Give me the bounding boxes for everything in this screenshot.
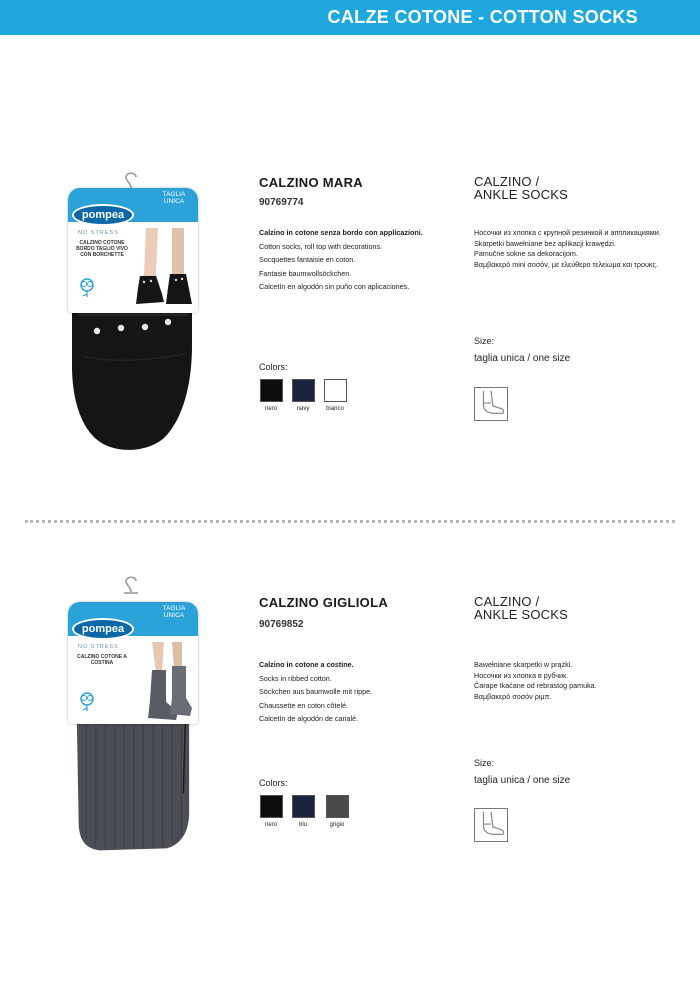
brand-logo: pompea [72,618,134,640]
product-package-image [65,168,200,453]
header-bar [0,0,700,35]
color-name: bianco [326,406,344,412]
size-label: Size: [474,336,495,346]
ankle-sock-icon [474,808,508,842]
size-value: taglia unica / one size [474,353,571,364]
product-description [259,660,425,728]
sock-image [68,306,196,453]
package-line: NO STRESS [78,644,119,650]
section-divider [25,520,675,523]
product-code: 90769852 [259,619,304,630]
description-line: Calcetín de algodón de canalé. [259,714,359,723]
description-line: Calzino in cotone senza bordo con applicazioni. [259,228,423,237]
product-name: CALZINO MARA [259,175,363,190]
package-description: CALZINO COTONE A COSTINA [77,654,127,666]
description-line: Βαμβακερό mini σοσόν, με ελεύθερο τελείωμα και τρουκς. [474,259,658,269]
hanger-icon [120,168,142,190]
color-swatch-blu [292,795,315,818]
category-title [474,595,568,621]
description-line: Bawełniane skarpetki w prążki. [474,660,573,669]
description-line: Chaussette en coton côtelé. [259,700,349,710]
product-description-other-languages [474,660,664,702]
description-line: Носочки из хлопка с крупной резинкой и аппликациями. [474,228,661,237]
colors-label: Colors: [259,778,288,788]
product-description-other-languages [474,228,664,270]
package-size-tag: TAGLIA UNICA [162,191,186,205]
description-line: Cotton socks, roll top with decorations. [259,241,383,251]
size-label: Size: [474,758,495,768]
color-name: grigio [329,822,345,828]
package-card [68,188,198,313]
description-line: Calcetín en algodón sin puño con aplicaciones. [259,282,410,291]
color-swatch-grigio [326,795,349,818]
product-package-image [65,572,200,857]
description-line: Socks in ribbed cotton. [259,673,332,683]
color-name: nero [264,822,277,828]
product-card [0,168,700,488]
page-title: CALZE COTONE - COTTON SOCKS [327,7,638,27]
color-name: navy [296,406,310,412]
hanger-icon [120,572,142,594]
cotton-flower-icon [76,690,98,712]
sock-image [68,717,196,857]
color-swatch-nero [260,379,283,402]
model-leg-image [132,228,196,310]
package-description: CALZINO COTONE BORDO TAGLIO VIVO CON BORCHETTE [76,240,128,258]
product-description [259,228,425,296]
category-line: ANKLE SOCKS [474,187,568,202]
product-name: CALZINO GIGLIOLA [259,595,389,610]
size-value: taglia unica / one size [474,775,571,786]
package-card [68,602,198,724]
colors-label: Colors: [259,362,288,372]
color-swatch-bianco [324,379,347,402]
product-card [0,572,700,892]
description-line: Pamučne sokne sa dekoracijom. [474,249,578,258]
description-line: Socquettes fantaisie en coton. [259,255,356,264]
description-line: Calzino in cotone a costine. [259,660,354,669]
ankle-sock-icon [474,387,508,421]
description-line: Βαμβακερό σοσόν ριμπ. [474,691,552,701]
description-line: Čarape tkaćane od rebrastog pamuka. [474,681,597,690]
brand-logo: pompea [72,204,134,226]
cotton-flower-icon [76,276,98,298]
description-line: Söckchen aus baumwolle mit rippe. [259,687,373,696]
color-name: blu [298,822,307,828]
category-line: CALZINO / [474,594,540,609]
color-swatch-nero [260,795,283,818]
description-line: Носочки из хлопка в рубчик. [474,670,569,680]
category-line: ANKLE SOCKS [474,607,568,622]
product-code: 90769774 [259,197,304,208]
description-line: Fantasie baumwollsöckchen. [259,268,352,278]
description-line: Skarpetki bawełniane bez aplikacji krawędzi. [474,238,616,248]
color-swatch-navy [292,379,315,402]
package-line: NO STRESS [78,230,119,236]
category-line: CALZINO / [474,174,540,189]
package-size-tag: TAGLIA UNICA [162,605,186,619]
model-leg-image [132,642,196,724]
category-title [474,175,568,201]
color-name: nero [264,406,277,412]
